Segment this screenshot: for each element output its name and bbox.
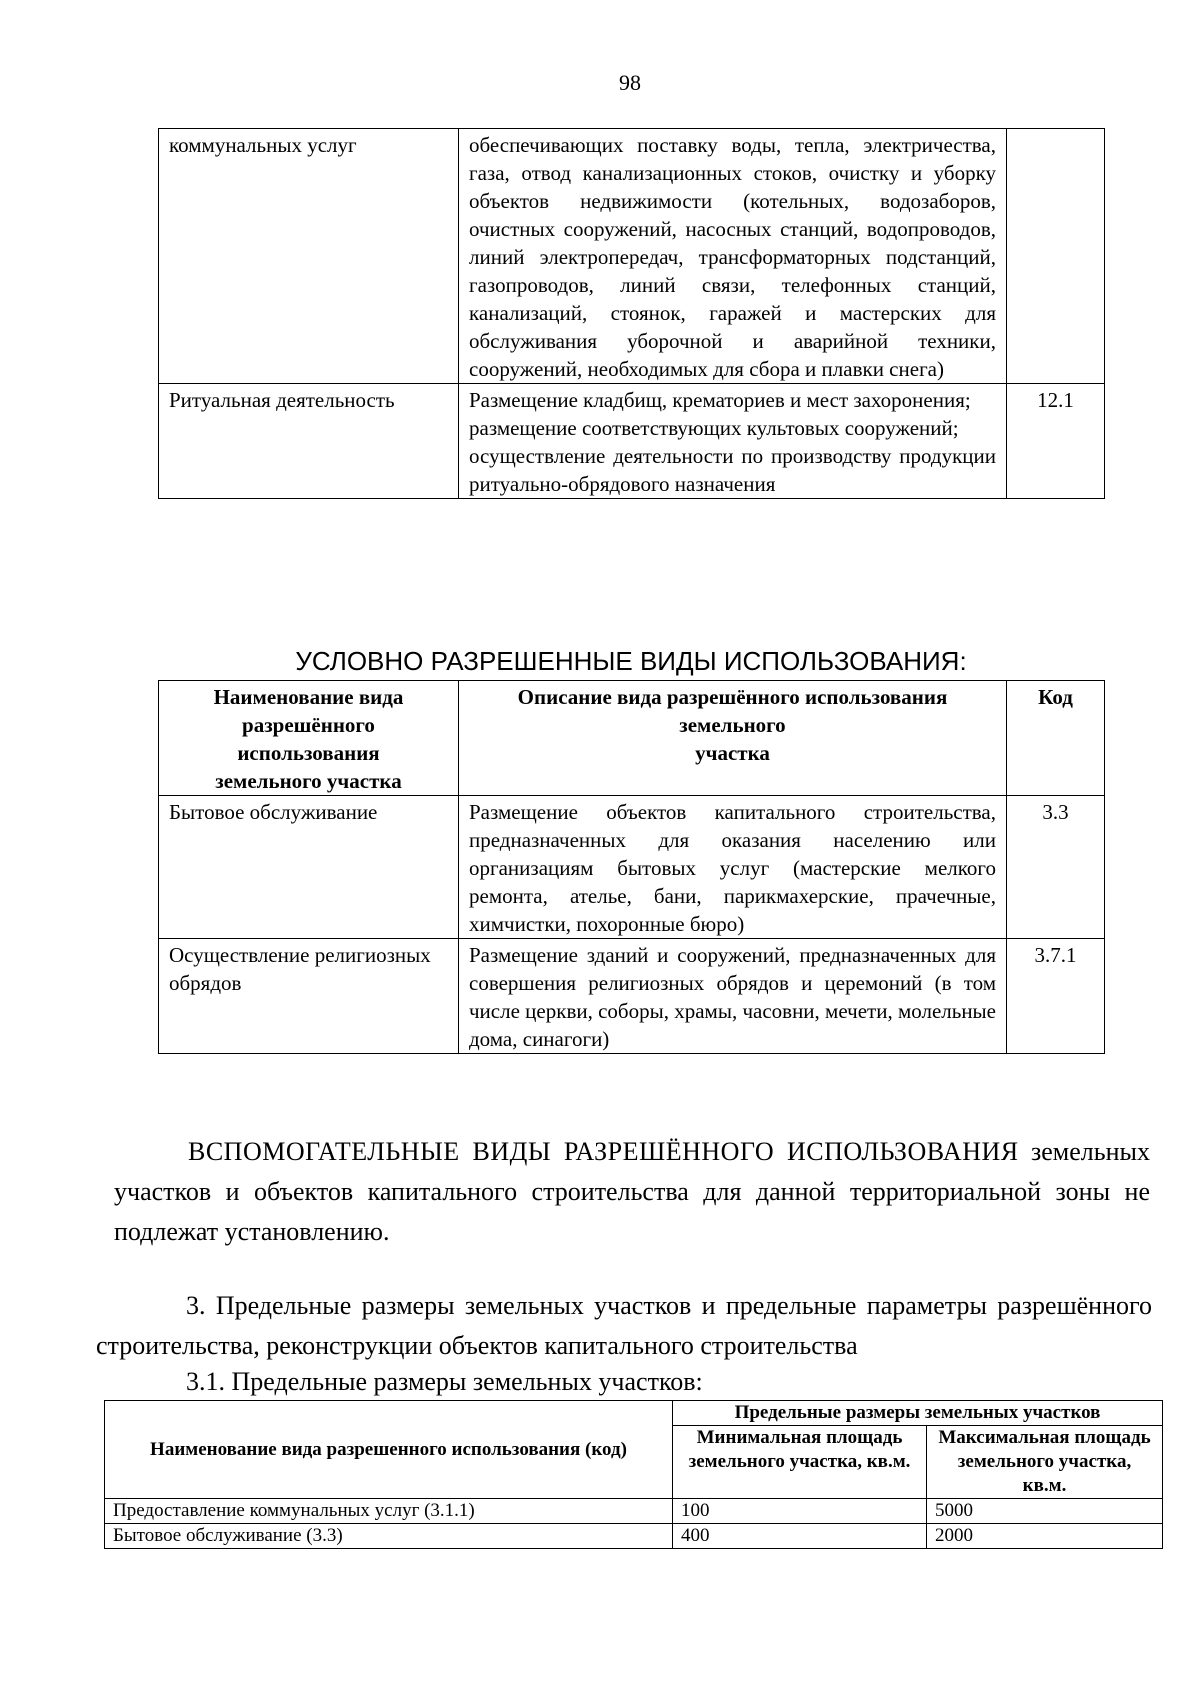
auxiliary-uses-paragraph bbox=[114, 1132, 1150, 1252]
use-code-cell: 12.1 bbox=[1007, 384, 1105, 499]
table-header-row bbox=[105, 1401, 1163, 1426]
header-line: Наименование вида bbox=[213, 685, 404, 709]
permitted-uses-table bbox=[158, 128, 1105, 499]
header-use-name bbox=[159, 681, 459, 796]
min-area-cell: 100 bbox=[673, 1499, 927, 1524]
header-line: земельного bbox=[679, 713, 786, 737]
header-line: Описание вида разрешённого использования bbox=[517, 685, 948, 709]
use-name-cell: Бытовое обслуживание (3.3) bbox=[105, 1524, 673, 1549]
use-name-cell: Бытовое обслуживание bbox=[159, 796, 459, 939]
table-header-row bbox=[159, 681, 1105, 796]
header-use-name: Наименование вида разрешенного использования (код) bbox=[105, 1401, 673, 1499]
use-description-cell: Размещение зданий и сооружений, предназначенных для совершения религиозных обрядов и церемоний (в том числе церкви, соборы, храмы, часовни, мечети, молельные дома, синагоги) bbox=[459, 939, 1007, 1054]
min-area-cell: 400 bbox=[673, 1524, 927, 1549]
use-name-cell: Ритуальная деятельность bbox=[159, 384, 459, 499]
use-name-cell: Осуществление религиозных обрядов bbox=[159, 939, 459, 1054]
header-use-description bbox=[459, 681, 1007, 796]
use-name-cell: Предоставление коммунальных услуг (3.1.1) bbox=[105, 1499, 673, 1524]
header-line: разрешённого bbox=[242, 713, 375, 737]
table-row bbox=[159, 129, 1105, 384]
limits-subheading: 3.1. Предельные размеры земельных участков: bbox=[186, 1367, 703, 1396]
use-description-cell: Размещение объектов капитального строительства, предназначенных для оказания населению или организациям бытовых услуг (мастерские мелкого ремонта, ателье, бани, парикмахерские, прачечные, химчистки, похоронные бюро) bbox=[459, 796, 1007, 939]
conditional-uses-heading: УСЛОВНО РАЗРЕШЕННЫЕ ВИДЫ ИСПОЛЬЗОВАНИЯ: bbox=[295, 646, 967, 676]
use-description-cell: обеспечивающих поставку воды, тепла, электричества, газа, отвод канализационных стоков, очистку и уборку объектов недвижимости (котельных, водозаборов, очистных сооружений, насосных станций, водопроводов, линий электропередач, трансформаторных подстанций, газопроводов, линий связи, телефонных станций, канализаций, стоянок, гаражей и мастерских для обслуживания уборочной и аварийной техники, сооружений, необходимых для сбора и плавки снега) bbox=[459, 129, 1007, 384]
limits-paragraph: 3. Предельные размеры земельных участков и предельные параметры разрешённого строительства, реконструкции объектов капитального строительства bbox=[96, 1291, 1152, 1360]
description-line: размещение соответствующих культовых сооружений; bbox=[469, 416, 959, 440]
table-row bbox=[159, 796, 1105, 939]
max-area-cell: 2000 bbox=[927, 1524, 1163, 1549]
use-code-cell: 3.3 bbox=[1007, 796, 1105, 939]
header-line: использования bbox=[237, 741, 380, 765]
use-code-cell bbox=[1007, 129, 1105, 384]
header-size-limits-group: Предельные размеры земельных участков bbox=[673, 1401, 1163, 1426]
conditional-uses-table bbox=[158, 680, 1105, 1054]
use-code-cell: 3.7.1 bbox=[1007, 939, 1105, 1054]
auxiliary-uses-text: земельных участков и объектов капитального строительства для данной территориальной зоны не подлежат установлению. bbox=[114, 1137, 1150, 1246]
header-line: участка bbox=[695, 741, 770, 765]
table-row bbox=[159, 939, 1105, 1054]
page-number: 98 bbox=[619, 70, 641, 95]
table-row bbox=[105, 1499, 1163, 1524]
use-description-cell bbox=[459, 384, 1007, 499]
description-line: осуществление деятельности по производству продукции ритуально-обрядового назначения bbox=[469, 444, 996, 496]
max-area-cell: 5000 bbox=[927, 1499, 1163, 1524]
use-name-cell: коммунальных услуг bbox=[159, 129, 459, 384]
header-max-area: Максимальная площадь земельного участка, кв.м. bbox=[927, 1426, 1163, 1499]
table-row bbox=[105, 1524, 1163, 1549]
plot-size-limits-table bbox=[104, 1400, 1163, 1549]
auxiliary-uses-caps: ВСПОМОГАТЕЛЬНЫЕ ВИДЫ РАЗРЕШЁННОГО ИСПОЛЬЗОВАНИЯ bbox=[188, 1137, 1019, 1166]
header-line: земельного участка bbox=[215, 769, 402, 793]
header-min-area: Минимальная площадь земельного участка, кв.м. bbox=[673, 1426, 927, 1499]
table-row bbox=[159, 384, 1105, 499]
header-code: Код bbox=[1007, 681, 1105, 796]
description-line: Размещение кладбищ, крематориев и мест захоронения; bbox=[469, 388, 971, 412]
